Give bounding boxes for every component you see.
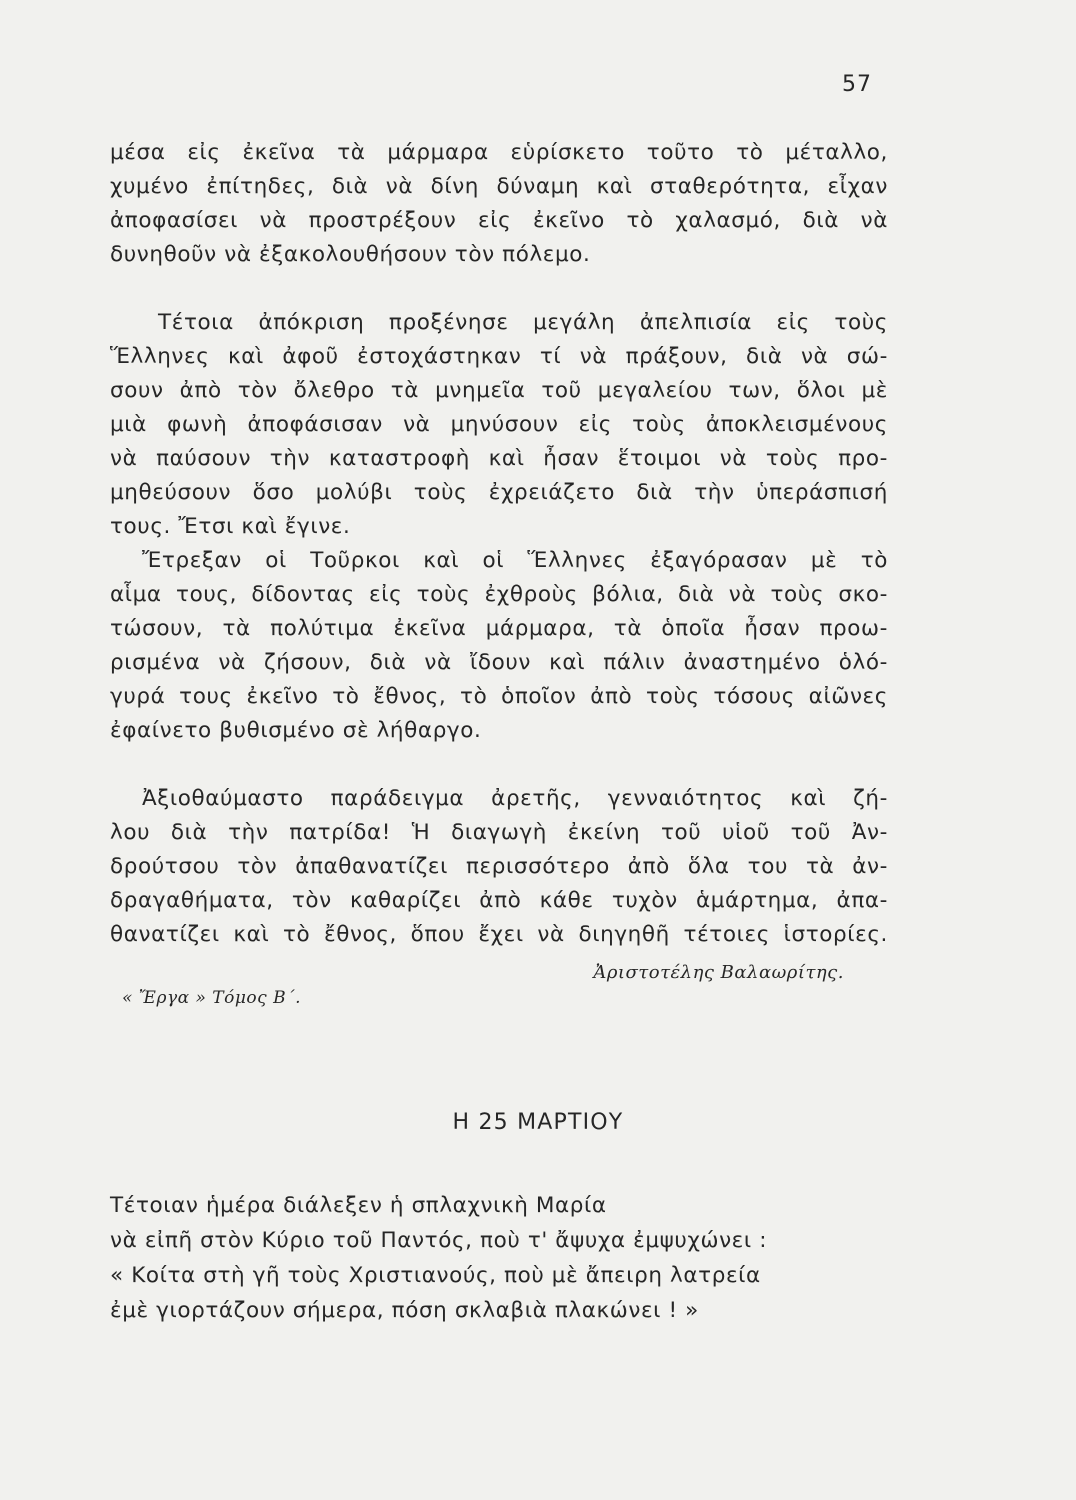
poem — [110, 1188, 910, 1328]
poem-line: « Κοίτα στὴ γῆ τοὺς Χριστιανούς, ποὺ μὲ ἄπειρη λατρεία — [110, 1263, 761, 1288]
text-line: ἀποφασίσει νὰ προστρέξουν εἰς ἐκεῖνο τὸ χαλασμό, διὰ νὰ — [110, 208, 888, 233]
text-line: Ἔτρεξαν οἱ Τοῦρκοι καὶ οἱ Ἕλληνες ἐξαγόρασαν μὲ τὸ — [142, 548, 888, 573]
paragraph-3 — [110, 544, 888, 748]
poem-line: νὰ εἰπῆ στὸν Κύριο τοῦ Παντός, ποὺ τ' ἄψυχα ἐμψυχώνει : — [110, 1228, 768, 1253]
paragraph-1 — [110, 136, 888, 272]
text-line: τους. Ἔτσι καὶ ἔγινε. — [110, 514, 351, 539]
text-line: δρούτσου τὸν ἀπαθανατίζει περισσότερο ἀπὸ ὅλα του τὰ ἀν- — [110, 854, 888, 879]
text-line: Ἕλληνες καὶ ἀφοῦ ἐστοχάστηκαν τί νὰ πράξουν, διὰ νὰ σώ- — [110, 344, 888, 369]
text-line: χυμένο ἐπίτηδες, διὰ νὰ δίνη δύναμη καὶ σταθερότητα, εἶχαν — [110, 174, 888, 199]
poem-line: Τέτοιαν ἡμέρα διάλεξεν ἡ σπλαχνικὴ Μαρία — [110, 1193, 607, 1218]
text-line: τώσουν, τὰ πολύτιμα ἐκεῖνα μάρμαρα, τὰ ὁποῖα ἦσαν προω- — [110, 616, 888, 641]
text-line: σουν ἀπὸ τὸν ὄλεθρο τὰ μνημεῖα τοῦ μεγαλείου των, ὅλοι μὲ — [110, 378, 888, 403]
paragraph-2 — [110, 306, 888, 544]
text-line: δυνηθοῦν νὰ ἐξακολουθήσουν τὸν πόλεμο. — [110, 242, 591, 267]
text-line: θανατίζει καὶ τὸ ἔθνος, ὅπου ἔχει νὰ διηγηθῆ τέτοιες ἱστορίες. — [110, 922, 888, 947]
paragraph-4 — [110, 782, 888, 952]
text-line: ρισμένα νὰ ζήσουν, διὰ νὰ ἴδουν καὶ πάλιν ἀναστημένο ὁλό- — [110, 650, 888, 675]
text-line: γυρά τους ἐκεῖνο τὸ ἔθνος, τὸ ὁποῖον ἀπὸ τοὺς τόσους αἰῶνες — [110, 684, 888, 709]
poem-line: ἐμὲ γιορτάζουν σήμερα, πόση σκλαβιὰ πλακώνει ! » — [110, 1298, 699, 1323]
text-line: Τέτοια ἀπόκριση προξένησε μεγάλη ἀπελπισία εἰς τοὺς — [158, 310, 888, 335]
page-number: 57 — [842, 72, 872, 97]
text-line: δραγαθήματα, τὸν καθαρίζει ἀπὸ κάθε τυχὸν ἁμάρτημα, ἀπα- — [110, 888, 888, 913]
text-line: αἷμα τους, δίδοντας εἰς τοὺς ἐχθροὺς βόλια, διὰ νὰ τοὺς σκο- — [110, 582, 888, 607]
author-signature: Ἀριστοτέλης Βαλαωρίτης. — [593, 962, 844, 983]
text-line: μηθεύσουν ὅσο μολύβι τοὺς ἐχρειάζετο διὰ τὴν ὑπεράσπισή — [110, 480, 888, 505]
source-reference: « Ἔργα » Τόμος Β΄. — [122, 988, 301, 1008]
text-line: ἐφαίνετο βυθισμένο σὲ λήθαργο. — [110, 718, 482, 743]
text-line: μέσα εἰς ἐκεῖνα τὰ μάρμαρα εὑρίσκετο τοῦτο τὸ μέταλλο, — [110, 140, 888, 165]
text-line: Ἀξιοθαύμαστο παράδειγμα ἀρετῆς, γενναιότητος καὶ ζή- — [142, 786, 888, 811]
text-line: μιὰ φωνὴ ἀποφάσισαν νὰ μηνύσουν εἰς τοὺς ἀποκλεισμένους — [110, 412, 888, 437]
poem-title: Η 25 ΜΑΡΤΙΟΥ — [452, 1110, 624, 1135]
text-line: λου διὰ τὴν πατρίδα! Ἡ διαγωγὴ ἐκείνη τοῦ υἱοῦ τοῦ Ἀν- — [110, 820, 888, 845]
text-line: νὰ παύσουν τὴν καταστροφὴ καὶ ἦσαν ἕτοιμοι νὰ τοὺς προ- — [110, 446, 888, 471]
